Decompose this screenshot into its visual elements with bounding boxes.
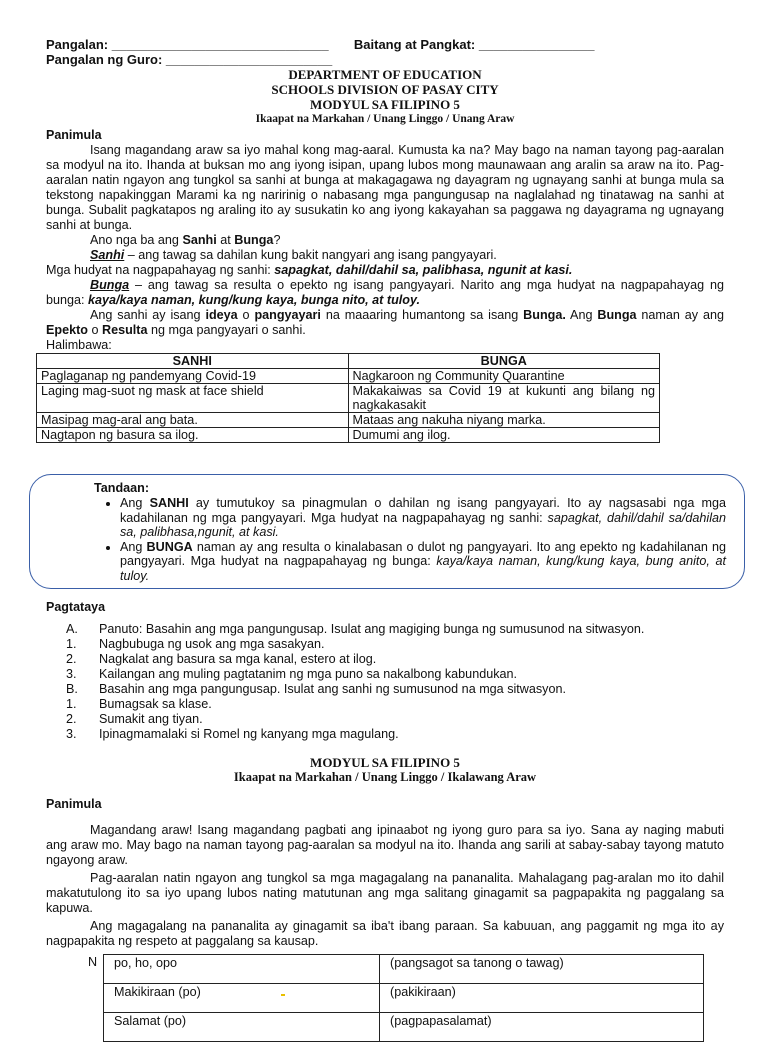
list-item: 1. Nagbubuga ng usok ang mga sasakyan. — [66, 637, 325, 651]
sanhi-definition: Sanhi – ang tawag sa dahilan kung bakit nangyari ang isang pangyayari. — [90, 248, 497, 262]
quarter-title-2: Ikaapat na Markahan / Unang Linggo / Ikalawang Araw — [233, 770, 537, 784]
document-page — [41, 37, 724, 443]
tandaan-box — [29, 474, 745, 589]
table-row: Salamat (po) (pagpapasalamat) — [104, 1013, 704, 1042]
table-row: Laging mag-suot ng mask at face shield Makakaiwas sa Covid 19 at kukunti ang bilang ng nagkakasakit — [37, 384, 660, 413]
bunga-definition: Bunga – ang tawag sa resulta o epekto ng isang pangyayari. Narito ang mga hudyat na nagpapahayag ng bunga: kaya/kaya naman, kung/kung kaya, bunga nito, at tuloy. — [46, 278, 724, 307]
magalang-table — [103, 954, 704, 1042]
panimula-heading: Panimula — [46, 128, 102, 142]
table-row: Paglaganap ng pandemyang Covid-19 Nagkaroon ng Community Quarantine — [37, 369, 660, 384]
pagtataya-heading: Pagtataya — [46, 600, 106, 614]
pagtataya-section — [46, 598, 724, 742]
module-title-2: MODYUL SA FILIPINO 5 — [310, 755, 460, 770]
teacher-label[interactable]: Pangalan ng Guro: _______________________ — [46, 52, 333, 67]
grade-label[interactable]: Baitang at Pangkat: ________________ — [353, 37, 595, 52]
question-line: Ano nga ba ang Sanhi at Bunga? — [90, 233, 281, 247]
table-row: Makikiraan (po) (pakikiraan) — [104, 984, 704, 1013]
part2-section — [46, 755, 724, 949]
list-item: 3. Kailangan ang muling pagtatanim ng mga puno sa nakalbong kabundukan. — [66, 667, 518, 681]
summary-paragraph: Ang sanhi ay isang ideya o pangyayari na maaaring humantong sa isang Bunga. Ang Bunga naman ay ang Epekto o Resulta ng mga pangyayari o sanhi. — [46, 308, 724, 337]
instruction-a: A. Panuto: Basahin ang mga pangungusap. Isulat ang magiging bunga ng sumusunod na sitwasyon. — [66, 622, 645, 636]
table-row: Masipag mag-aral ang bata. Mataas ang nakuha niyang marka. — [37, 413, 660, 428]
instruction-b: B. Basahin ang mga pangungusap. Isulat ang sanhi ng sumusunod na mga sitwasyon. — [66, 682, 566, 696]
list-item: 2. Sumakit ang tiyan. — [66, 712, 203, 726]
module-title: MODYUL SA FILIPINO 5 — [310, 97, 460, 112]
list-item: • Ang SANHI ay tumutukoy sa pinagmulan o dahilan ng isang pangyayari. Ito ay nagsasabi nga mga kadahilanan ng mga pangyayari. Mga hudyat na nagpapahayag ng sanhi: sapagkat, dahil/dahil sa/dahilan sa, palibhasa,ngunit, at kasi. — [120, 496, 726, 540]
quarter-title: Ikaapat na Markahan / Unang Linggo / Unang Araw — [255, 113, 515, 125]
sanhi-bunga-table — [36, 353, 660, 443]
highlight-dot — [281, 994, 285, 996]
sanhi-hudyat: Mga hudyat na nagpapahayag ng sanhi: sapagkat, dahil/dahil sa, palibhasa, ngunit at kasi. — [46, 263, 573, 277]
halimbawa-label: Halimbawa: — [46, 338, 112, 352]
table-header-bunga: BUNGA — [348, 354, 660, 369]
table-cell: Makikiraan (po) — [104, 984, 380, 1013]
name-label[interactable]: Pangalan: ______________________________ — [46, 37, 329, 52]
paragraph: Ang magagalang na pananalita ay ginagamit sa iba't ibang paraan. Sa kabuuan, ang paggamit ng mga ito ay nagpapakita ng respeto at paggalang sa kausap. — [46, 919, 724, 948]
list-item: 2. Nagkalat ang basura sa mga kanal, estero at ilog. — [66, 652, 377, 666]
tandaan-title: Tandaan: — [94, 481, 150, 495]
list-item: 1. Bumagsak sa klase. — [66, 697, 212, 711]
list-item: 3. Ipinagmamalaki si Romel ng kanyang mga magulang. — [66, 727, 399, 741]
paragraph: Magandang araw! Isang magandang pagbati ang ipinaabot ng iyong guro para sa iyo. Sana ay naging mabuti ang araw mo. May bago na naman tayong pag-aaralan sa modyul na ito. Ihanda ang sarili at sabay-sabay tayong matuto ngayong araw. — [46, 823, 724, 867]
name-line — [46, 37, 724, 52]
list-item: • Ang BUNGA naman ay ang resulta o kinalabasan o dulot ng pangyayari. Ito ang epekto ng kadahilanan ng pangyayari. Mga hudyat na nagpapahayag ng bunga: kaya/kaya naman, kung/kung kaya, bung anito, at tuloy. — [120, 540, 726, 584]
division-title: SCHOOLS DIVISION OF PASAY CITY — [271, 82, 499, 97]
n-mark: N — [88, 955, 98, 969]
intro-paragraph: Isang magandang araw sa iyo mahal kong mag-aaral. Kumusta ka na? May bago na naman tayong pag-aaralan sa modyul na ito. Ihanda at buksan mo ang iyong isipan, upang lubos mong maunawaan ang aralin sa araw na ito. Pag-aaralan natin ngayon ang tungkol sa sanhi at bunga at makagagawa ng dayagram ng ugnayang sanhi at bunga mula sa tekstong napakinggan Marami ka ng naririnig o nabasang mga pangungusap na naglalahad ng tinatawag na sanhi at bunga. Subalit pagkatapos ng araling ito ay susukatin ko ang iyong kakayahan sa paggawa ng dayagrama ng ugnayang sanhi at bunga. — [46, 143, 724, 232]
dept-title: DEPARTMENT OF EDUCATION — [288, 67, 482, 82]
tandaan-list — [100, 496, 726, 583]
table-row: Nagtapon ng basura sa ilog. Dumumi ang ilog. — [37, 428, 660, 443]
paragraph: Pag-aaralan natin ngayon ang tungkol sa mga magagalang na pananalita. Mahalagang pag-aralan mo ito dahil makatutulong ito sa iyo upang lubos nating matutunan ang mga salitang ginagamit sa pagpapakita ng paggalang sa kapuwa. — [46, 871, 724, 915]
table-header-sanhi: SANHI — [37, 354, 349, 369]
table-row: po, ho, opo (pangsagot sa tanong o tawag) — [104, 955, 704, 984]
panimula-heading-2: Panimula — [46, 797, 102, 811]
